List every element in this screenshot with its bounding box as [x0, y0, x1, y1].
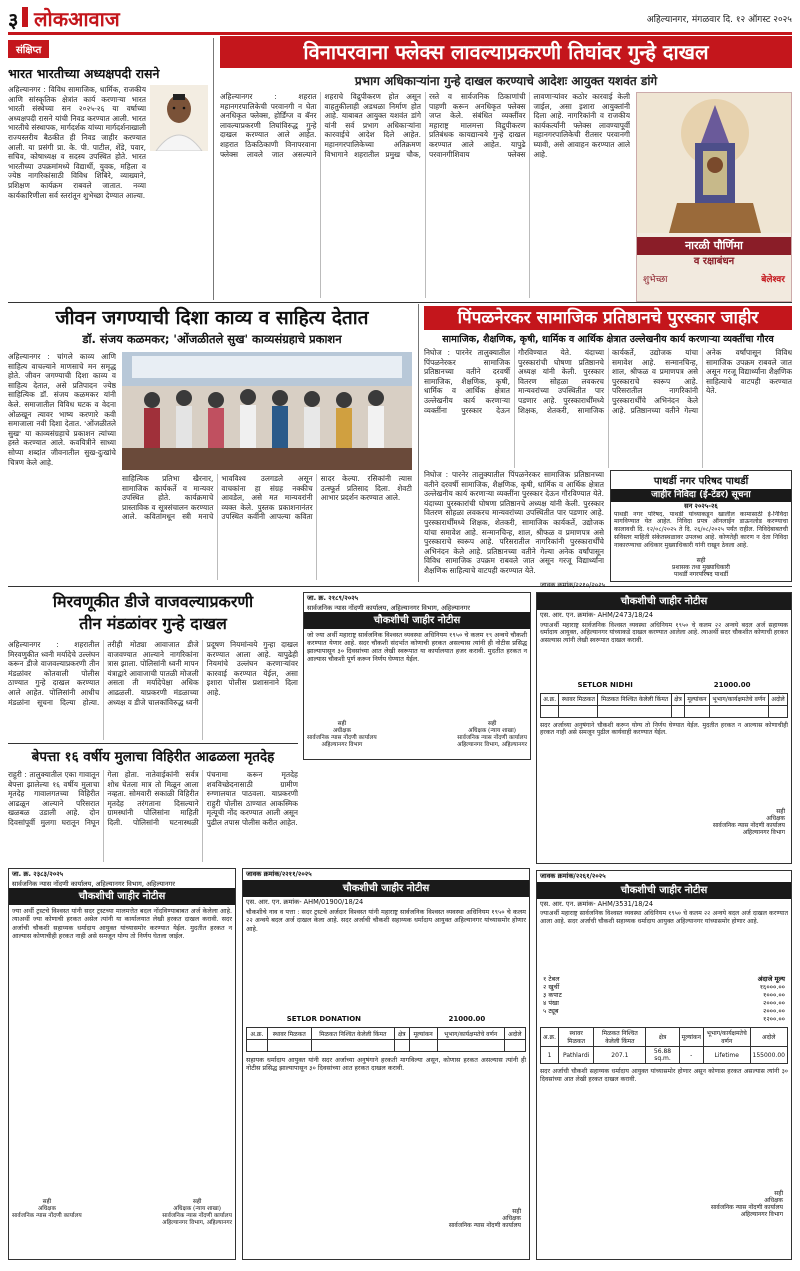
asset-index: १	[543, 975, 547, 984]
notice-r1-case: एस. आर. एन. क्रमांक- AHM/2473/18/24	[540, 611, 654, 619]
tender-body: पाथर्डी नगर परिषद, पाथर्डी यांच्याकडून खालील कामासाठी ई-निविदा मागविण्यात येत आहेत. निविदा प्रपत्र ऑनलाईन डाऊनलोड करण्याचा कालावधी दि. १२/०८/२०२५ ते दि. २६/०८/२०२५ पर्यंत राहील. निविदेबाबतची सविस्तर माहिती संकेतस्थळावर उपलब्ध आहे. कोणतेही कारण न देता निविदा नाकारण्याचा अधिकार मुख्याधिकारी यांनी राखून ठेवला आहे.	[614, 510, 788, 549]
notice-r2-lines: ज्याअर्थी महाराष्ट्र सार्वजनिक विश्वस्त व्यवस्था अधिनियम १९५० चे कलम २२ अन्वये बदल अर्ज दाखल करण्यात आला आहे. सदर अर्जाची चौकशी सहाय्यक धर्मादाय आयुक्त अहिल्यानगर यांच्यासमोर होणार आहे.	[540, 910, 788, 925]
notice2-sign-left: सही अधिक्षक सार्वजनिक न्यास नोंदणी कार्यालय	[12, 1199, 82, 1220]
poster-tag: शुभेच्छा	[643, 275, 668, 285]
story3-headline: पिंपळनेरकर सामाजिक प्रतिष्ठानचे पुरस्कार जाहीर	[424, 306, 792, 330]
table-header: क्षेत्र	[395, 1028, 410, 1040]
tender-notice	[610, 470, 792, 582]
notice-right-1	[536, 581, 792, 864]
notice-r2-sign: सही अधिक्षक सार्वजनिक न्यास नोंदणी कार्यालय अहिल्यानगर विभाग	[710, 1190, 783, 1219]
tender-year: सन २०२५-२६	[684, 502, 718, 510]
table-header: अदोले	[504, 1028, 525, 1040]
story4-headline-line2: तीन मंडळांवर गुन्हे दाखल	[79, 614, 227, 633]
table-header: मूल्यांकन	[409, 1028, 437, 1040]
lead-body: अहिल्यानगर : शहरात महानगरपालिकेची परवानगी न घेता अनधिकृत फ्लेक्स, होर्डिंग्ज व बॅनर लावल्याप्रकरणी तिघांविरुद्ध गुन्हे दाखल करण्यात आले आहेत. शहरात ठिकठिकाणी विनापरवाना फ्लेक्स लावले जात असल्याने शहराचे विद्रुपीकरण होत असून वाहतुकीलाही अडथळा निर्माण होत आहे. याबाबत आयुक्त यशवंत डांगे यांनी सर्व प्रभाग अधिकाऱ्यांना कारवाईचे आदेश दिले आहेत. महानगरपालिकेच्या अतिक्रमण विभागाने शहरातील प्रमुख चौक, रस्ते व सार्वजनिक ठिकाणांची पाहणी करून अनधिकृत फ्लेक्स जप्त केले. संबंधित व्यक्तींवर महाराष्ट्र मालमत्ता विद्रुपीकरण प्रतिबंधक कायद्यान्वये गुन्हे दाखल करण्यात आले आहेत. यापुढे परवानगीशिवाय फ्लेक्स लावणाऱ्यांवर कठोर कारवाई केली जाईल, असा इशारा आयुक्तांनी दिला आहे. नागरिकांनी व राजकीय कार्यकर्त्यांनी फ्लेक्स लावण्यापूर्वी महानगरपालिकेची रीतसर परवानगी घ्यावी, असे आवाहन करण्यात आले आहे.	[220, 92, 630, 159]
asset-value: १२००.००	[763, 1015, 785, 1024]
notice-small-2	[8, 868, 236, 1260]
asset-value: २०००.००	[763, 1007, 785, 1016]
asset-index: २	[543, 983, 547, 992]
notice-mid-lines: चौकशीचे नाव व पत्ता : सदर ट्रस्टचे अर्जदार विश्वस्त यांनी महाराष्ट्र सार्वजनिक विश्वस्त व्यवस्था अधिनियम १९५० चे कलम २२ अन्वये बदल अर्ज दाखल केला आहे. सदर अर्जाची चौकशी सहाय्यक धर्मादाय आयुक्त अहिल्यानगर यांच्यासमोर होणार आहे.	[246, 908, 526, 933]
asset-name: पंखा	[548, 999, 559, 1008]
table-row	[247, 1040, 526, 1052]
table-row	[541, 705, 788, 717]
story2-headline: जीवन जगण्याची दिशा काव्य व साहित्य देतात	[55, 307, 369, 329]
asset-value: १०००.००	[763, 991, 785, 1000]
notice-mid-case: एस. आर. एन. क्रमांक- AHM/01900/18/24	[246, 897, 364, 906]
notice1-ref: जा. क्र. २१८९/२०२५	[307, 594, 359, 602]
notice-r2-case: एस. आर. एन. क्रमांक- AHM/3531/18/24	[540, 899, 654, 908]
notice-small-1	[303, 592, 531, 760]
table-header: क्षेत्र	[646, 1028, 679, 1047]
notice-r1-amount: 21000.00	[713, 680, 751, 689]
idol-illustration	[637, 93, 792, 233]
poster-subtitle: व रक्षाबंधन	[693, 256, 735, 267]
notice-r2-table	[540, 1027, 788, 1064]
story3-subhead: सामाजिक, शैक्षणिक, कृषी, धार्मिक व आर्थिक क्षेत्रात उल्लेखनीय कार्य करणाऱ्या व्यक्तींचा गौरव	[442, 334, 774, 345]
brief-portrait	[150, 85, 208, 151]
table-header: मिळकत निश्चित केलेली किंमत	[311, 1028, 394, 1040]
notice1-sign-right: सही अधिक्षक (न्याय शाखा) सार्वजनिक न्यास नोंदणी कार्यालय अहिल्यानगर विभाग, अहिल्यानगर	[457, 721, 527, 749]
notice-mid-table	[246, 1027, 526, 1052]
notice2-ref: जा. क्र. २३८३/२०२५	[12, 870, 64, 878]
story2-photo	[122, 352, 412, 470]
notice-r2-ref: जावक क्रमांक/२२६१/२०२५	[540, 872, 606, 880]
brief-headline: भारत भारतीच्या अध्यक्षपदी रासने	[8, 66, 160, 81]
tender-band: जाहीर निविदा (ई-टेंडर) सूचना	[611, 489, 791, 502]
notice-mid-amount: 21000.00	[448, 1015, 486, 1024]
brief-label: संक्षिप्त	[8, 40, 49, 58]
table-header: अ.क्र.	[541, 1028, 559, 1047]
table-header: भूभाग/कार्यक्षमतेचे वर्णन	[703, 1028, 750, 1047]
notice-mid	[242, 868, 530, 1260]
asset-row	[543, 975, 664, 983]
lead-headline: विनापरवाना फ्लेक्स लावल्याप्रकरणी तिघांवर गुन्हे दाखल	[220, 36, 792, 68]
section-rule	[8, 302, 792, 303]
masthead-logo: लोकआवाज	[34, 7, 120, 31]
notice-right-2	[536, 870, 792, 1260]
table-header: स्थावर मिळकत	[559, 693, 598, 705]
tender-head: पाथर्डी नगर परिषद पाथर्डी	[653, 476, 749, 487]
asset-index: ४	[543, 999, 547, 1008]
table-header: भूभाग/कार्यक्षमतेचे वर्णन	[709, 693, 768, 705]
poster-title: नारळी पौर्णिमा	[637, 237, 791, 255]
story3-body-cont: निघोज : पारनेर तालुक्यातील पिंपळनेरकर सामाजिक प्रतिष्ठानच्या वतीने दरवर्षी सामाजिक, शैक्षणिक, कृषी, धार्मिक व आर्थिक क्षेत्रात उल्लेखनीय कार्य करणाऱ्या व्यक्तींना पुरस्कार देऊन गौरविण्यात येते. यंदाच्या पुरस्कारांची घोषणा प्रतिष्ठानचे अध्यक्ष यांनी केली. पुरस्कार वितरण सोहळा लवकरच मान्यवरांच्या उपस्थितीत पार पडणार आहे. पुरस्कारार्थींमध्ये शिक्षक, शेतकरी, सामाजिक कार्यकर्ते, उद्योजक यांचा समावेश आहे. सन्मानचिन्ह, शाल, श्रीफळ व प्रमाणपत्र असे पुरस्काराचे स्वरूप आहे. परिसरातील नागरिकांनी पुरस्कारार्थींचे अभिनंदन केले आहे. प्रतिष्ठानच्या वतीने गेल्या अनेक वर्षांपासून विविध सामाजिक उपक्रम राबवले जात असून गरजू विद्यार्थ्यांना शैक्षणिक साहित्याचे वाटपही करण्यात येते.	[424, 470, 604, 575]
asset-row	[543, 991, 664, 999]
table-cell: 207.1	[594, 1047, 646, 1064]
notice-mid-asset: SETLOR DONATION	[286, 1015, 362, 1024]
notice-r1-table	[540, 693, 788, 718]
asset-name: टेबल	[548, 975, 560, 984]
asset-name: खुर्ची	[548, 983, 560, 992]
table-cell: Lifetime	[703, 1047, 750, 1064]
table-header: मिळकत निश्चित केलेली किंमत	[598, 693, 672, 705]
table-cell: 1	[541, 1047, 559, 1064]
asset-value: २०००.००	[763, 999, 785, 1008]
notice2-court: सार्वजनिक न्यास नोंदणी कार्यालय, अहिल्यानगर विभाग, अहिल्यानगर	[12, 879, 175, 888]
table-cell: 56.88 sq.m.	[646, 1047, 679, 1064]
lead-ad-poster	[636, 92, 792, 302]
table-header: अदोले	[769, 693, 788, 705]
notice-mid-ref: जावक क्रमांक/२२११/२०२५	[246, 870, 312, 878]
asset-name: ट्यूब	[548, 1007, 559, 1016]
column-rule	[213, 38, 214, 300]
story2-body-right: साहित्यिक प्रतिभा खैरनार, सामाजिक कार्यकर्ते व मान्यवर उपस्थित होते. कार्यक्रमाचे प्रास्ताविक व सूत्रसंचालन करण्यात आले. कवितांमधून स्त्री मनाचे भावविश्व उलगडले असून वाचकांना हा संग्रह नक्कीच आवडेल, असे मत मान्यवरांनी व्यक्त केले. पुस्तक प्रकाशनानंतर उपस्थित कवींनी आपल्या कविता सादर केल्या. रसिकांनी त्यास उत्स्फूर्त प्रतिसाद दिला. शेवटी आभार प्रदर्शन करण्यात आले.	[122, 474, 412, 522]
notice-mid-footer: सहायक धर्मादाय आयुक्त यांनी सदर अर्जाच्या अनुषंगाने हरकती मागविल्या असून, कोणास हरकत असल्यास त्यांनी ही नोटीस प्रसिद्ध झाल्यापासून ३० दिवसांच्या आत हरकत दाखल करावी.	[246, 1056, 526, 1073]
page-number: ३	[8, 8, 19, 32]
notice1-band: चौकशीची जाहीर नोटीस	[304, 612, 530, 629]
masthead-divider	[22, 7, 28, 27]
notice-r1-lines: ज्याअर्थी महाराष्ट्र सार्वजनिक विश्वस्त व्यवस्था अधिनियम १९५० चे कलम २२ अन्वये बदल अर्ज सहाय्यक धर्मादाय आयुक्त, अहिल्यानगर यांच्याकडे दाखल करण्यात आलेला आहे. त्याअर्थी सदर चौकशीत कोणाची हरकत असल्यास त्यांनी लेखी स्वरूपात दाखल करावी.	[540, 621, 788, 645]
poster-shop: बेलेश्वर	[761, 275, 785, 285]
notice2-body: ज्या अर्थी ट्रस्टचे विश्वस्त यांनी सदर ट्रस्टच्या मालमत्तेत बदल नोंदविण्याबाबत अर्ज केलेला आहे. त्याअर्थी ज्या कोणाची हरकत असेल त्यांनी या कार्यालयात लेखी हरकत दाखल करावी. सदर अर्जाची चौकशी सहाय्यक धर्मादाय आयुक्त यांच्यासमोर करण्यात येईल. मुदतीत हरकत न आल्यास कोणाचीही हरकत नाही असे समजून योग्य तो निर्णय घेतला जाईल.	[12, 907, 232, 940]
brief-section	[8, 38, 208, 300]
asset-row	[543, 1007, 664, 1015]
notice2-band: चौकशीची जाहीर नोटीस	[9, 888, 235, 905]
notice-r1-footer: सदर अर्जाच्या अनुषंगाने चौकशी करून योग्य तो निर्णय घेण्यात येईल. मुदतीत हरकत न आल्यास कोणाचीही हरकत नाही असे समजून पुढील कार्यवाही करण्यात येईल.	[540, 721, 788, 737]
table-header: मूल्यांकन	[679, 1028, 703, 1047]
dateline: अहिल्यानगर, मंगळवार दि. १२ ऑगस्ट २०२५	[646, 15, 792, 25]
column-rule	[418, 304, 419, 582]
table-cell: 155000.00	[750, 1047, 787, 1064]
asset-name: कपाट	[548, 991, 562, 1000]
story4-body: अहिल्यानगर : शहरातील मिरवणुकीत ध्वनी मर्यादेचे उल्लंघन करून डीजे वाजवल्याप्रकरणी तीन मंडळांवर कोतवाली पोलीस ठाण्यात गुन्हे दाखल करण्यात आले आहेत. पोलिसांनी आधीच मंडळांना सूचना दिल्या होत्या. तरीही मोठ्या आवाजात डीजे वाजवण्यात आल्याने नागरिकांना त्रास झाला. पोलिसांनी ध्वनी मापन यंत्राद्वारे आवाजाची पातळी मोजली असता ती मर्यादेपेक्षा अधिक आढळली. याप्रकरणी मंडळाच्या अध्यक्ष व डीजे चालकांविरुद्ध ध्वनी प्रदूषण नियमांन्वये गुन्हा दाखल करण्यात आला आहे. यापुढेही नियमांचे उल्लंघन करणाऱ्यांवर कारवाई करण्यात येईल, असा इशारा पोलीस प्रशासनाने दिला आहे.	[8, 640, 298, 707]
table-header: मिळकत निश्चित केलेली किंमत	[594, 1028, 646, 1047]
table-cell: Pathlardi	[559, 1047, 594, 1064]
asset-index: ५	[543, 1007, 547, 1016]
table-header: क्षेत्र	[672, 693, 685, 705]
notice-r1-asset: SETLOR NIDHI	[577, 680, 633, 689]
table-header: भूभाग/कार्यक्षमतेचे वर्णन	[437, 1028, 504, 1040]
table-cell: -	[679, 1047, 703, 1064]
notice1-sign-left: सही अधीक्षक सार्वजनिक न्यास नोंदणी कार्यालय अहिल्यानगर विभाग	[307, 721, 377, 749]
asset-row	[543, 983, 664, 991]
section-rule	[8, 743, 298, 744]
notice-mid-sign: सही अधिक्षक सार्वजनिक न्यास नोंदणी कार्यालय	[448, 1208, 521, 1230]
notice2-sign-right: सही अधिक्षक (न्याय शाखा) सार्वजनिक न्यास नोंदणी कार्यालय अहिल्यानगर विभाग, अहिल्यानगर	[162, 1199, 232, 1227]
table-header: मूल्यांकन	[684, 693, 709, 705]
notice-mid-band: चौकशीची जाहीर नोटीस	[243, 880, 529, 897]
asset-index: ३	[543, 991, 547, 1000]
story2-subhead: डॉ. संजय कळमकर; 'ओंजळीतले सुख' काव्यसंग्रहाचे प्रकाशन	[82, 332, 342, 346]
asset-total-label: अंदाजे मूल्य	[757, 975, 785, 984]
notice-r2-band: चौकशीची जाहीर नोटीस	[537, 882, 791, 899]
table-row	[541, 1047, 788, 1064]
section-rule	[8, 586, 792, 587]
notice-r2-assets	[543, 975, 664, 1023]
story2-body-left: अहिल्यानगर : चांगले काव्य आणि साहित्य वाचल्याने माणसाचे मन समृद्ध होते. जीवन जगण्याची दिशा काव्य व साहित्य देतात, असे प्रतिपादन ज्येष्ठ साहित्यिक डॉ. संजय कळमकर यांनी केले. समाजातील विविध घटक व वेदना ओळखून त्यावर भाष्य करणारे कवी समाजाला नवी दिशा देतात. 'ओंजळीतले सुख' या काव्यसंग्रहाचे प्रकाशन त्यांच्या हस्ते करण्यात आले. कवयित्रीने साध्या सोप्या शब्दांत जीवनातील सुख-दुःखांचे चित्रण केले आहे.	[8, 352, 116, 467]
story4-headline-line1: मिरवणूकीत डीजे वाजवल्याप्रकरणी	[52, 592, 254, 611]
story5-body: राहुरी : तालुक्यातील एका गावातून बेपत्ता झालेल्या १६ वर्षीय मुलाचा मृतदेह गावालगतच्या विहिरीत आढळून आल्याने परिसरात खळबळ उडाली आहे. दोन दिवसांपूर्वी मुलगा घरातून निघून गेला होता. नातेवाईकांनी सर्वत्र शोध घेतला मात्र तो मिळून आला नव्हता. सोमवारी सकाळी विहिरीत मृतदेह तरंगताना दिसल्याने ग्रामस्थांनी पोलिसांना माहिती दिली. पोलिसांनी घटनास्थळी पंचनामा करून मृतदेह शवविच्छेदनासाठी ग्रामीण रुग्णालयात पाठवला. याप्रकरणी राहुरी पोलीस ठाण्यात आकस्मिक मृत्यूची नोंद करण्यात आली असून पुढील तपास पोलीस करीत आहेत.	[8, 770, 298, 827]
notice-r1-band: चौकशीची जाहीर नोटीस	[537, 593, 791, 610]
table-header: अदोले	[750, 1028, 787, 1047]
notice-r1-ref: जावक क्रमांक/२२१०/२०२५	[540, 581, 606, 589]
table-header: स्थावर मिळकत	[267, 1028, 311, 1040]
table-header: अ.क्र.	[247, 1028, 268, 1040]
brief-body: अहिल्यानगर : विविध सामाजिक, धार्मिक, राजकीय आणि सांस्कृतिक क्षेत्रांत कार्य करणाऱ्या भारत भारती संस्थेच्या सन २०२५-२६ या वर्षाच्या अध्यक्षपदी रासने यांची निवड करण्यात आली. भारत भारतीचे संस्थापक, मार्गदर्शक यांच्या मार्गदर्शनाखाली राज्यस्तरीय बैठकीत ही निवड जाहीर करण्यात आली. या प्रसंगी प्रा. के. पी. पाटील, शेंडे, पवार, सचिव, कोषाध्यक्ष व सदस्य उपस्थित होते. भारत भारतीच्या उपक्रमांमध्ये विद्यार्थी, युवक, महिला व ज्येष्ठ नागरिकांसाठी विविध शिबिरे, व्याख्याने, प्रशिक्षण कार्यक्रम राबवले जातात. नव्या कार्यकारिणीला सर्व स्तरांतून शुभेच्छा देण्यात आल्या.	[8, 85, 146, 200]
asset-row	[543, 999, 664, 1007]
story3-body: निघोज : पारनेर तालुक्यातील पिंपळनेरकर सामाजिक प्रतिष्ठानच्या वतीने दरवर्षी सामाजिक, शैक्षणिक, कृषी, धार्मिक व आर्थिक क्षेत्रात उल्लेखनीय कार्य करणाऱ्या व्यक्तींना पुरस्कार देऊन गौरविण्यात येते. यंदाच्या पुरस्कारांची घोषणा प्रतिष्ठानचे अध्यक्ष यांनी केली. पुरस्कार वितरण सोहळा लवकरच मान्यवरांच्या उपस्थितीत पार पडणार आहे. पुरस्कारार्थींमध्ये शिक्षक, शेतकरी, सामाजिक कार्यकर्ते, उद्योजक यांचा समावेश आहे. सन्मानचिन्ह, शाल, श्रीफळ व प्रमाणपत्र असे पुरस्काराचे स्वरूप आहे. परिसरातील नागरिकांनी पुरस्कारार्थींचे अभिनंदन केले आहे. प्रतिष्ठानच्या वतीने गेल्या अनेक वर्षांपासून विविध सामाजिक उपक्रम राबवले जात असून गरजू विद्यार्थ्यांना शैक्षणिक साहित्याचे वाटपही करण्यात येते.	[424, 348, 792, 415]
asset-value: १६०००.००	[759, 983, 785, 992]
notice-r1-sign: सही अधिक्षक सार्वजनिक न्यास नोंदणी कार्यालय अहिल्यानगर विभाग	[712, 807, 785, 836]
notice1-court: सार्वजनिक न्यास नोंदणी कार्यालय, अहिल्यानगर विभाग, अहिल्यानगर	[307, 603, 470, 612]
notice-r2-footer: सदर अर्जाची चौकशी सहाय्यक धर्मादाय आयुक्त यांच्यासमोर होणार असून कोणास हरकत असल्यास त्यांनी ३० दिवसांच्या आत लेखी हरकत दाखल करावी.	[540, 1068, 788, 1083]
tender-sign: सही प्रशासक तथा मुख्याधिकारी पाथर्डी नगरपरिषद पाथर्डी	[672, 556, 730, 578]
story5-headline: बेपत्ता १६ वर्षीय मुलाचा विहिरीत आढळला मृतदेह	[31, 749, 275, 765]
lead-subhead: प्रभाग अधिकाऱ्यांना गुन्हे दाखल करण्याचे आदेशः आयुक्त यशवंत डांगे	[354, 74, 658, 88]
masthead-rule	[8, 32, 792, 35]
notice1-body: जो ज्या अर्थी महाराष्ट्र सार्वजनिक विश्वस्त व्यवस्था अधिनियम १९५० चे कलम १९ अन्वये चौकशी करण्यात येणार आहे. सदर चौकशी संदर्भात कोणाची हरकत असल्यास त्यांनी ही नोटीस प्रसिद्ध झाल्यापासून ३० दिवसांच्या आत लेखी स्वरूपात या कार्यालयात हजर करावी. मुदतीत हरकत न आल्यास चौकशी पूर्ण करून निर्णय घेण्यात येईल.	[307, 631, 527, 664]
table-header: स्थावर मिळकत	[559, 1028, 594, 1047]
table-header: अ.क्र.	[541, 693, 559, 705]
